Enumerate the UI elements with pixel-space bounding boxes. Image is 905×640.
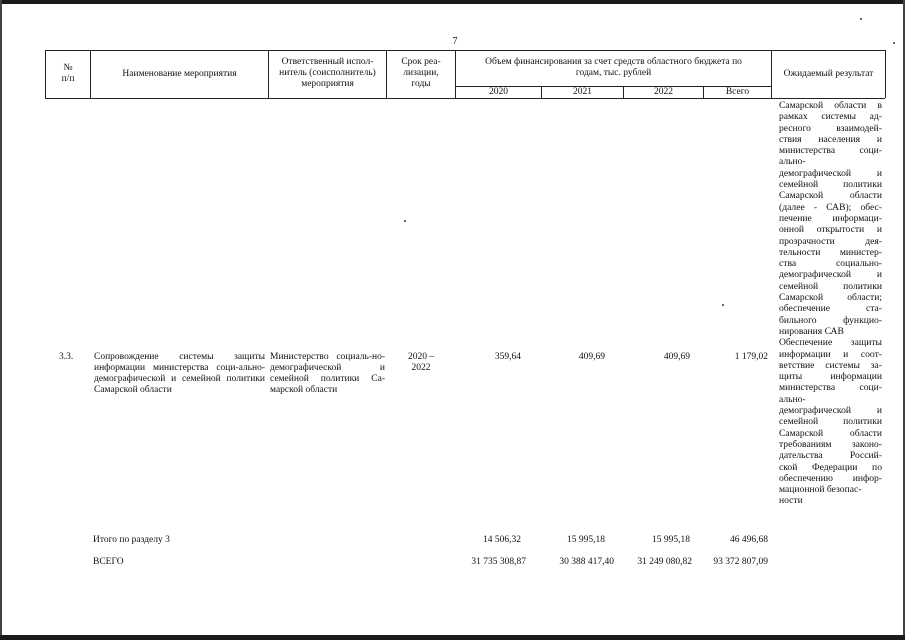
result-line: демографической и bbox=[779, 405, 882, 417]
result-line: ствия населения и bbox=[779, 133, 882, 145]
result-line: мационной безопас- bbox=[779, 484, 862, 496]
result-line: Обеспечение защиты bbox=[779, 337, 882, 349]
grand-total-2022: 31 249 080,82 bbox=[637, 557, 692, 567]
row-value-2022: 409,69 bbox=[663, 352, 690, 362]
header-responsible: Ответственный испол- нитель (соисполнитель) мероприятия bbox=[279, 57, 376, 89]
year-2020: 2020 bbox=[489, 87, 508, 97]
scan-border-top bbox=[0, 0, 905, 4]
result-line: ально- bbox=[779, 393, 806, 405]
result-line: ально- bbox=[779, 156, 806, 168]
header-name: Наименование мероприятия bbox=[122, 69, 237, 79]
result-line: ства социально- bbox=[779, 258, 882, 270]
result-line: министерства соци- bbox=[779, 145, 882, 157]
scan-speck bbox=[722, 304, 724, 306]
scan-border-left bbox=[0, 0, 2, 640]
subtotal-label: Итого по разделу 3 bbox=[93, 535, 170, 545]
row-name: Сопровождение системы защиты информации министерства соци-ально-демографической и семейной политики Самарской области bbox=[94, 352, 265, 395]
page-number: 7 bbox=[452, 36, 458, 47]
subtotal-2020: 14 506,32 bbox=[483, 535, 521, 545]
scan-speck bbox=[860, 18, 862, 20]
header-number: № п/п bbox=[61, 63, 75, 84]
result-line: печение информаци- bbox=[779, 212, 882, 224]
result-line: ности bbox=[779, 495, 803, 507]
expected-result-text bbox=[779, 100, 882, 507]
result-line: Самарской области в bbox=[779, 100, 882, 111]
result-line: тельности министер- bbox=[779, 246, 882, 258]
row-value-2020: 359,64 bbox=[494, 352, 521, 362]
result-line: требованиям законо- bbox=[779, 438, 882, 450]
subtotal-total: 46 496,68 bbox=[730, 535, 768, 545]
result-line: обеспечению инфор- bbox=[779, 472, 882, 484]
row-term: 2020 – 2022 bbox=[407, 352, 435, 373]
result-line: министерства соци- bbox=[779, 382, 882, 394]
result-line: ской Федерации по bbox=[779, 461, 882, 473]
grand-total-label: ВСЕГО bbox=[93, 557, 124, 567]
col-divider-9 bbox=[885, 50, 886, 98]
result-line: информации и соот- bbox=[779, 348, 882, 360]
result-line: (далее - САВ); обес- bbox=[779, 201, 882, 213]
header-funding: Объем финансирования за счет средств областного бюджета по годам, тыс. рублей bbox=[485, 57, 742, 78]
result-line: ресного взаимодей- bbox=[779, 122, 882, 134]
scan-speck bbox=[404, 220, 406, 222]
result-line: демографической и bbox=[779, 269, 882, 281]
row-number: 3.3. bbox=[59, 352, 74, 362]
result-line: Самарской области bbox=[779, 427, 882, 439]
result-line: обеспечение ста- bbox=[779, 303, 882, 315]
result-line: семейной политики bbox=[779, 416, 882, 428]
year-total: Всего bbox=[725, 87, 750, 97]
grand-total-2021: 30 388 417,40 bbox=[559, 557, 614, 567]
result-line: семейной политики bbox=[779, 179, 882, 191]
year-2022: 2022 bbox=[654, 87, 673, 97]
result-line: демографической и bbox=[779, 167, 882, 179]
result-line: рамках системы ад- bbox=[779, 111, 882, 123]
result-line: прозрачности дея- bbox=[779, 235, 882, 247]
scan-border-bottom bbox=[0, 635, 905, 640]
grand-total-2020: 31 735 308,87 bbox=[471, 557, 526, 567]
year-2021: 2021 bbox=[573, 87, 592, 97]
header-result: Ожидаемый результат bbox=[783, 69, 874, 79]
result-line: щиты информации bbox=[779, 371, 882, 383]
table-top-border bbox=[45, 50, 885, 51]
result-line: Самарской области bbox=[779, 190, 882, 202]
grand-total-total: 93 372 807,09 bbox=[713, 557, 768, 567]
result-line: бильного функцио- bbox=[779, 314, 882, 326]
header-bottom-border bbox=[45, 98, 885, 99]
header-term: Срок реа- лизации, годы bbox=[401, 57, 441, 89]
result-line: онной открытости и bbox=[779, 224, 882, 236]
subtotal-2022: 15 995,18 bbox=[652, 535, 690, 545]
row-responsible: Министерство социаль-но-демографической и семейной политики Са-марской области bbox=[270, 352, 385, 395]
result-line: семейной политики bbox=[779, 280, 882, 292]
result-line: дательства Россий- bbox=[779, 450, 882, 462]
row-value-2021: 409,69 bbox=[578, 352, 605, 362]
subtotal-2021: 15 995,18 bbox=[567, 535, 605, 545]
row-value-total: 1 179,02 bbox=[734, 352, 768, 362]
scan-speck bbox=[893, 42, 895, 44]
result-line: ветствие системы за- bbox=[779, 359, 882, 371]
result-line: нирования САВ bbox=[779, 325, 844, 337]
result-line: Самарской области; bbox=[779, 292, 882, 304]
